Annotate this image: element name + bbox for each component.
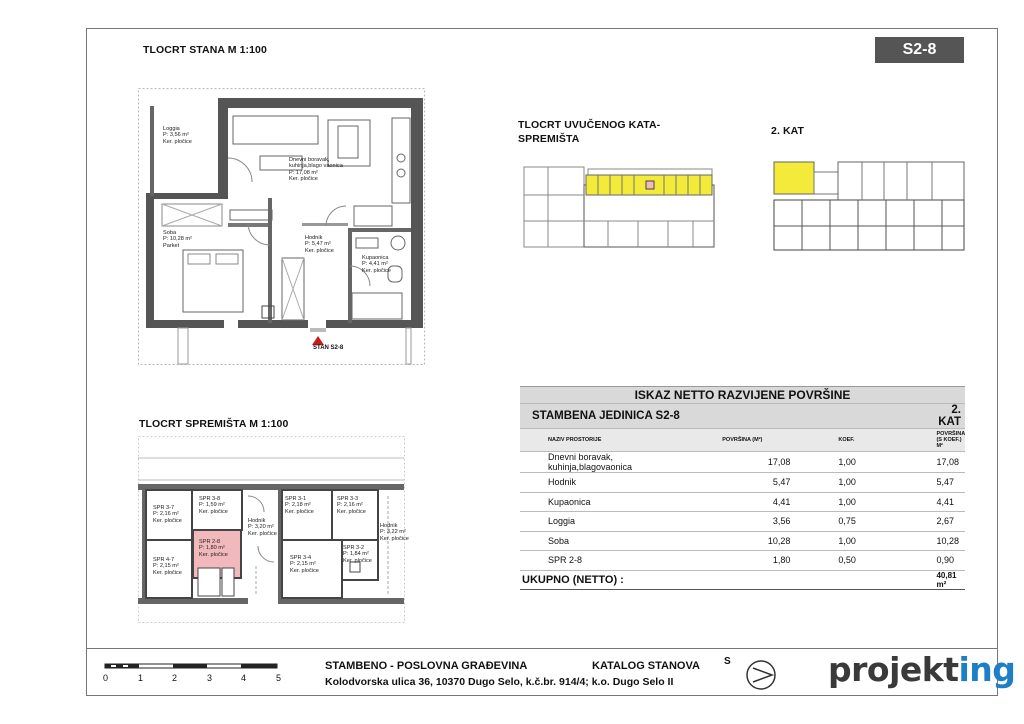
- storage-label-spr3-2: SPR 3-2 P: 1,84 m² Ker. pločice: [343, 545, 372, 564]
- room-label-soba: Soba P: 10,28 m² Parket: [163, 230, 192, 249]
- key-plan-floor2-title: 2. KAT: [771, 125, 805, 137]
- scale-tick: 0: [103, 673, 109, 683]
- total-label: UKUPNO (NETTO) :: [520, 570, 926, 590]
- apartment-plan-title: TLOCRT STANA M 1:100: [143, 44, 267, 56]
- storage-label-spr3-8: SPR 3-8 P: 1,59 m² Ker. pločice: [199, 496, 228, 515]
- scale-tick: 2: [172, 673, 178, 683]
- catalog-name: KATALOG STANOVA: [592, 660, 700, 672]
- project-name: STAMBENO - POSLOVNA GRAĐEVINA: [325, 660, 528, 672]
- key-plan-floor2: [772, 158, 968, 254]
- table-row: Loggia 3,56 0,75 2,67: [520, 512, 965, 532]
- north-arrow-icon: [744, 658, 778, 692]
- column-header-area: POVRŠINA (M²): [696, 429, 820, 452]
- storage-label-hodnik-2: Hodnik P: 3,22 m² Ker. pločice: [380, 523, 409, 542]
- north-label: S: [724, 656, 731, 667]
- column-header-name: NAZIV PROSTORIJE: [520, 429, 696, 452]
- storage-label-spr4-7: SPR 4-7 P: 2,15 m² Ker. pločice: [153, 557, 182, 576]
- table-row: Dnevni boravak, kuhinja,blagovaonica 17,08 1,00 17,08: [520, 452, 965, 473]
- storage-label-spr3-1: SPR 3-1 P: 2,18 m² Ker. pločice: [285, 496, 314, 515]
- table-row: Hodnik 5,47 1,00 5,47: [520, 473, 965, 493]
- storage-plan-title: TLOCRT SPREMIŠTA M 1:100: [139, 418, 289, 430]
- storage-label-hodnik-1: Hodnik P: 3,20 m² Ker. pločice: [248, 518, 277, 537]
- storage-label-spr3-3: SPR 3-3 P: 2,16 m² Ker. pločice: [337, 496, 366, 515]
- room-label-hodnik: Hodnik P: 5,47 m² Ker. pločice: [305, 235, 334, 254]
- scale-bar: [104, 660, 284, 674]
- column-header-coef: KOEF.: [820, 429, 926, 452]
- table-row: Kupaonica 4,41 1,00 4,41: [520, 492, 965, 512]
- key-plan-attic: [518, 155, 718, 255]
- area-table-floor: 2. KAT: [926, 404, 965, 429]
- storage-label-spr3-4: SPR 3-4 P: 2,15 m² Ker. pločice: [290, 555, 319, 574]
- entrance-marker-icon: [312, 336, 324, 345]
- room-label-kupaonica: Kupaonica P: 4,41 m² Ker. pločice: [362, 255, 391, 274]
- storage-label-spr3-7: SPR 3-7 P: 2,16 m² Ker. pločice: [153, 505, 182, 524]
- scale-tick: 3: [207, 673, 213, 683]
- total-value: 40,81 m²: [926, 570, 965, 590]
- unit-badge: S2-8: [875, 37, 964, 63]
- area-table: [520, 386, 965, 590]
- storage-label-spr2-8: SPR 2-8 P: 1,80 m² Ker. pločice: [199, 539, 228, 558]
- projekting-logo: projekting: [828, 650, 1016, 689]
- room-label-loggia: Loggia P: 3,56 m² Ker. pločice: [163, 126, 192, 145]
- total-row: [520, 570, 965, 590]
- area-table-title: ISKAZ NETTO RAZVIJENE POVRŠINE: [520, 387, 965, 404]
- footer-divider: [86, 648, 998, 649]
- room-label-living: Dnevni boravak, kuhinja,blago vaonica P: 17,08 m² Ker. pločice: [289, 157, 343, 183]
- column-header-area-coef: POVRŠINA (S KOEF.) M²: [926, 429, 965, 452]
- table-row: Soba 10,28 1,00 10,28: [520, 531, 965, 551]
- area-table-unit: STAMBENA JEDINICA S2-8: [520, 404, 926, 429]
- key-plan-attic-title: TLOCRT UVUČENOG KATA- SPREMIŠTA: [518, 119, 661, 145]
- scale-tick: 5: [276, 673, 282, 683]
- entrance-label: STAN S2-8: [313, 345, 344, 351]
- table-row: SPR 2-8 1,80 0,50 0,90: [520, 551, 965, 571]
- project-address: Kolodvorska ulica 36, 10370 Dugo Selo, k.č.br. 914/4; k.o. Dugo Selo II: [325, 676, 674, 688]
- scale-tick: 1: [138, 673, 144, 683]
- scale-tick: 4: [241, 673, 247, 683]
